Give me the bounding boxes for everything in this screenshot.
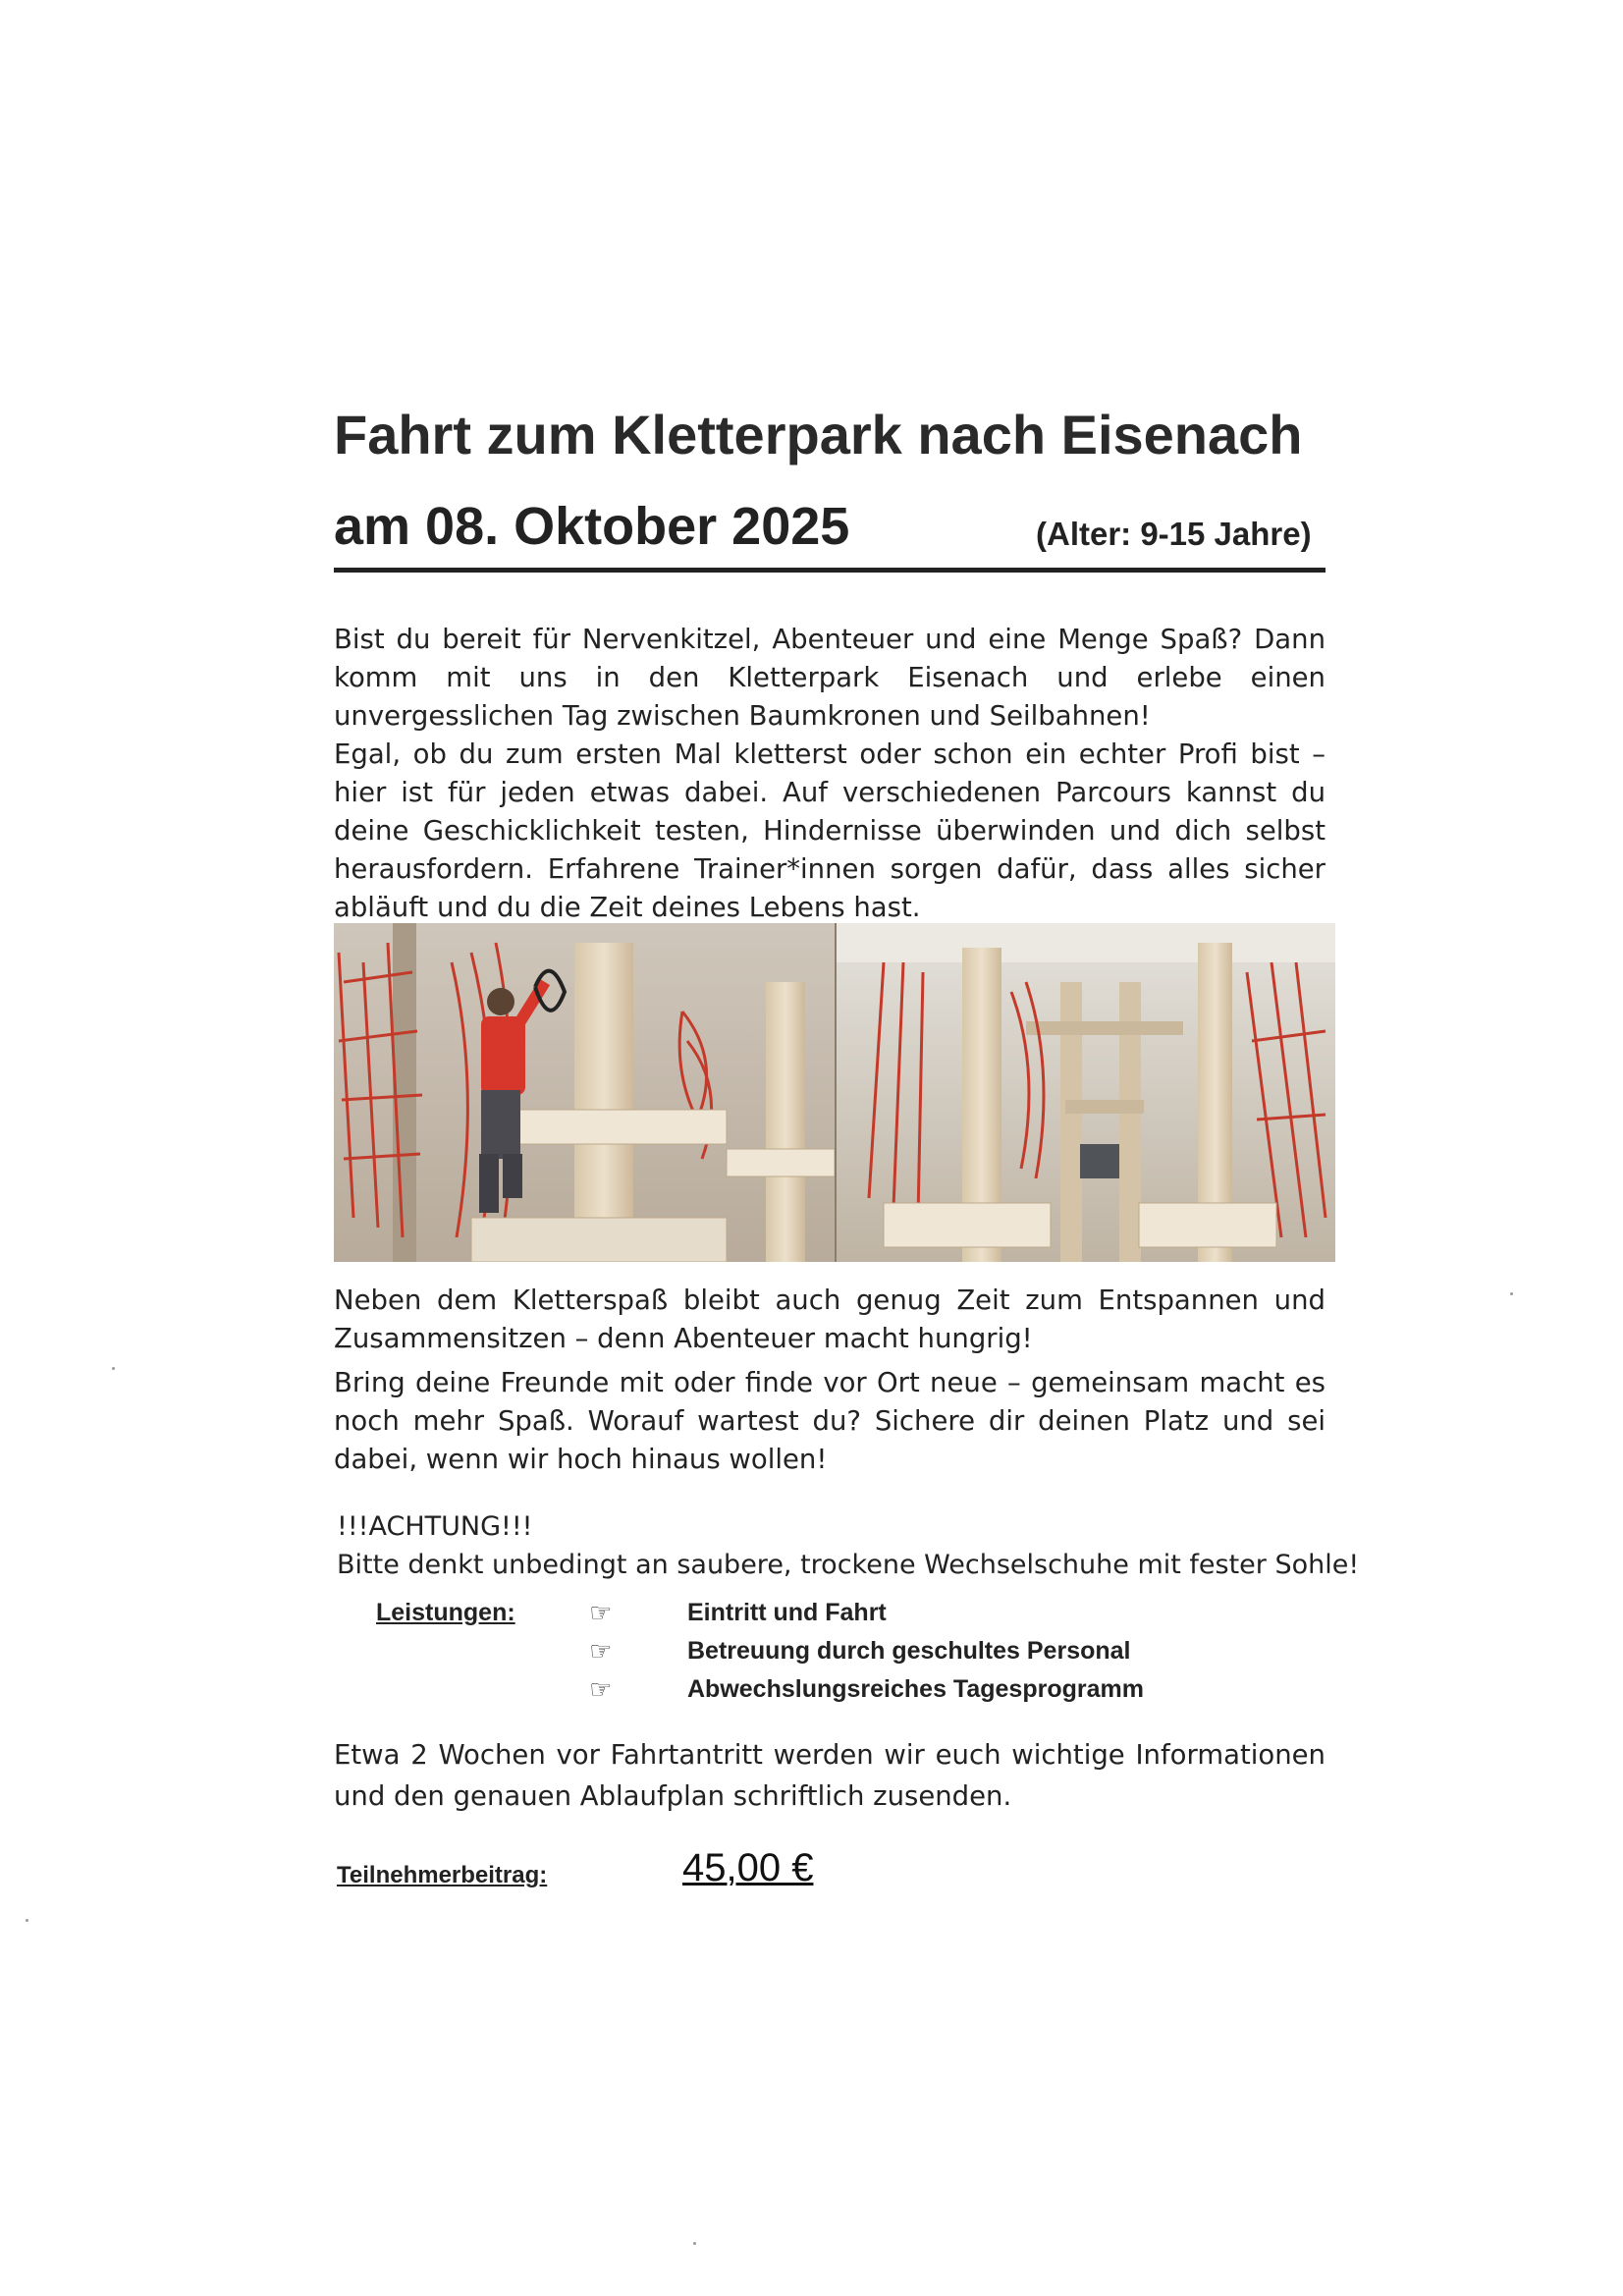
info-text: Etwa 2 Wochen vor Fahrtantritt werden wir euch wichtige Informationen und den genauen Ablaufplan schriftlich zusenden. (334, 1739, 1325, 1812)
title-divider (334, 568, 1325, 573)
scan-speck (112, 1367, 115, 1370)
age-range: (Alter: 9-15 Jahre) (1036, 516, 1312, 552)
service-item-label: Abwechslungsreiches Tagesprogramm (687, 1675, 1144, 1703)
service-item-label: Betreuung durch geschultes Personal (687, 1637, 1131, 1665)
notice-text: Bitte denkt unbedingt an saubere, trockene Wechselschuhe mit fester Sohle! (337, 1550, 1360, 1580)
pointing-hand-icon: ☞ (589, 1599, 613, 1628)
notice-heading: !!!ACHTUNG!!! (337, 1511, 533, 1542)
services-label: Leistungen: (376, 1599, 515, 1626)
notice-block (337, 1507, 1359, 1584)
body-text (334, 1282, 1325, 1479)
scan-speck (26, 1919, 28, 1922)
scan-speck (693, 2242, 696, 2245)
service-item-label: Eintritt und Fahrt (687, 1599, 887, 1626)
intro-text (334, 621, 1325, 927)
body-paragraph-2: Bring deine Freunde mit oder finde vor Ort neue – gemeinsam macht es noch mehr Spaß. Worauf wartest du? Sichere dir deinen Platz und sei dabei, wenn wir hoch hinaus wollen! (334, 1367, 1325, 1475)
intro-paragraph-2: Egal, ob du zum ersten Mal kletterst oder schon ein echter Profi bist – hier ist für jeden etwas dabei. Auf verschiedenen Parcours kannst du deine Geschicklichkeit testen, Hindernisse überwinden und dich selbst herausfordern. Erfahrene Trainer*innen sorgen dafür, dass alles sicher abläuft und du die Zeit deines Lebens hast. (334, 738, 1325, 923)
pointing-hand-icon: ☞ (589, 1675, 613, 1705)
intro-paragraph-1: Bist du bereit für Nervenkitzel, Abenteuer und eine Menge Spaß? Dann komm mit uns in den Kletterpark Eisenach und erlebe einen unvergesslichen Tag zwischen Baumkronen und Seilbahnen! (334, 624, 1325, 732)
page-title: Fahrt zum Kletterpark nach Eisenach (334, 404, 1303, 465)
pointing-hand-icon: ☞ (589, 1637, 613, 1667)
event-date: am 08. Oktober 2025 (334, 497, 850, 556)
climbing-park-photo (334, 923, 1335, 1262)
scan-speck (1510, 1292, 1513, 1295)
fee-label: Teilnehmerbeitrag: (337, 1862, 548, 1888)
body-paragraph-1: Neben dem Kletterspaß bleibt auch genug Zeit zum Entspannen und Zusammensitzen – denn Abenteuer macht hungrig! (334, 1285, 1325, 1354)
fee-value: 45,00 € (682, 1846, 814, 1889)
